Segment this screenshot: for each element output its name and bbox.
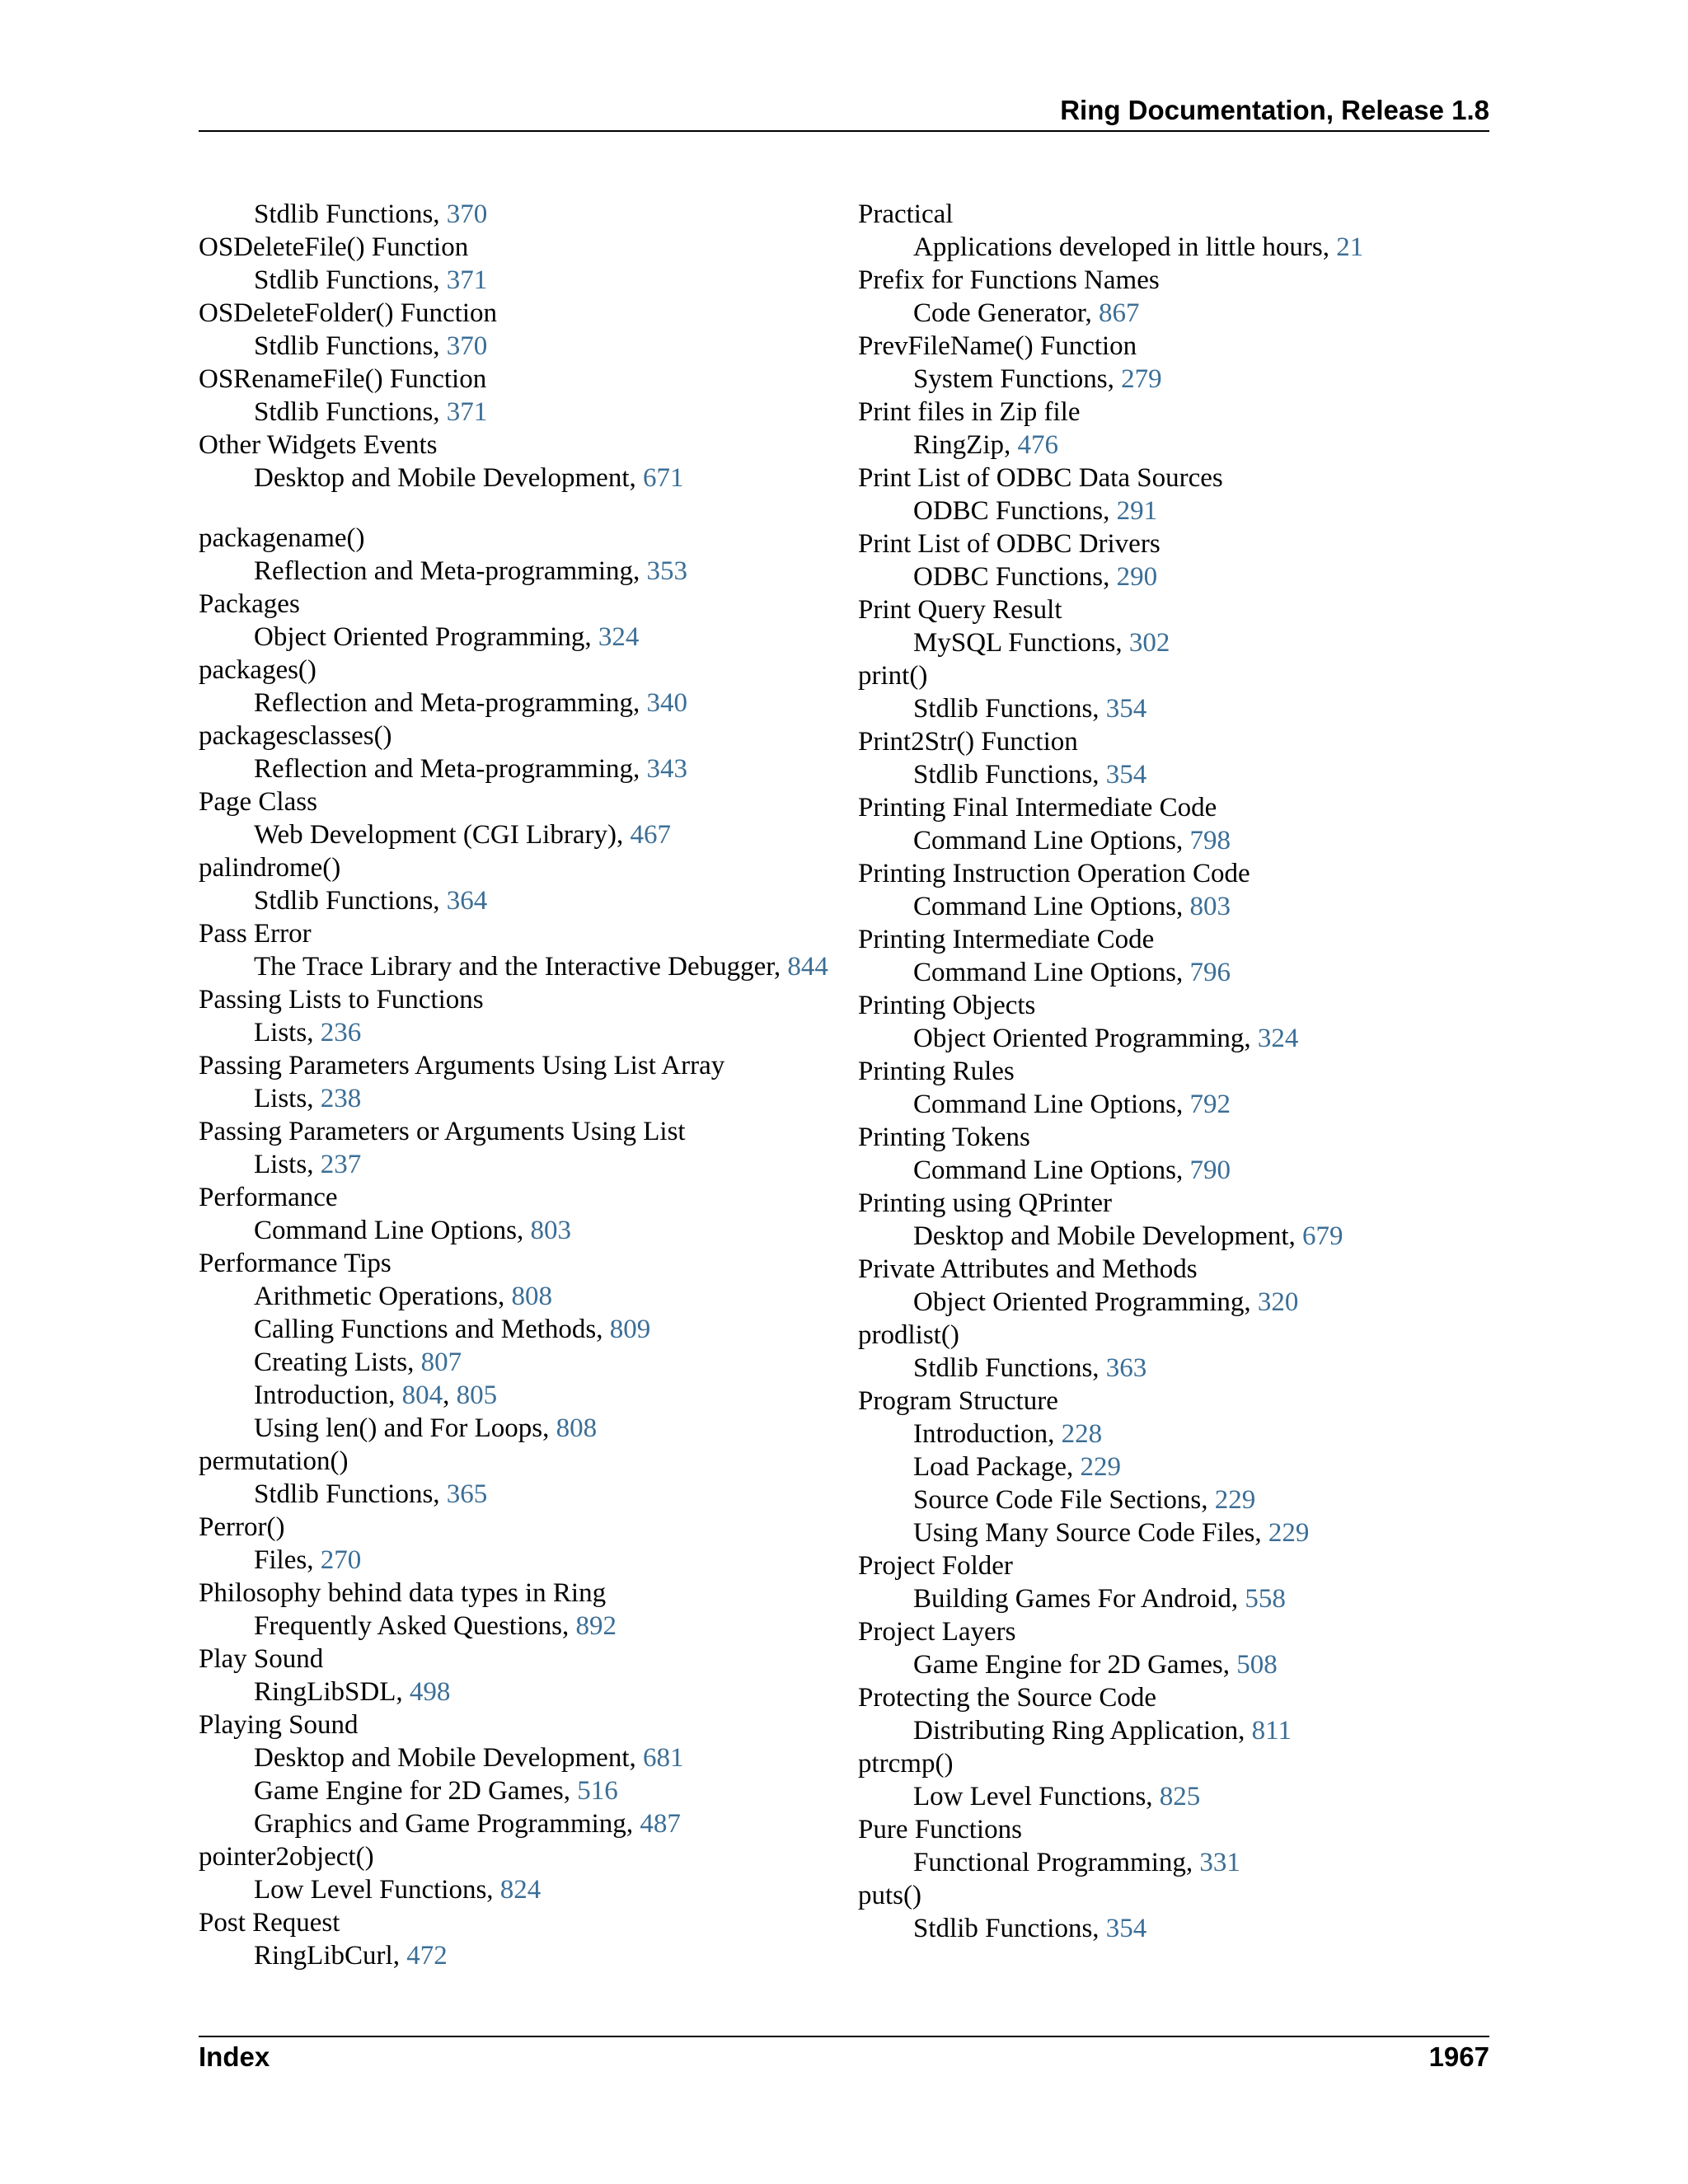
subentry-label: Stdlib Functions (254, 397, 434, 427)
page-reference-link[interactable]: 363 (1105, 1353, 1147, 1383)
index-term: Packages (199, 589, 300, 619)
index-subentry: Command Line Options, 803 (254, 1216, 571, 1245)
subentry-label: Stdlib Functions (254, 265, 434, 295)
page-reference-link[interactable]: 370 (446, 199, 488, 229)
index-term: Printing Intermediate Code (858, 925, 1155, 954)
index-subentry: Reflection and Meta-programming, 340 (254, 688, 688, 718)
subentry-label: Game Engine for 2D Games (254, 1776, 564, 1806)
subentry-label: ODBC Functions (913, 562, 1104, 592)
index-term: Performance (199, 1183, 338, 1212)
subentry-label: Lists (254, 1150, 307, 1179)
index-term: PrevFileName() Function (858, 331, 1137, 361)
index-term: Pass Error (199, 919, 312, 949)
index-term: Prefix for Functions Names (858, 265, 1160, 295)
index-subentry: Game Engine for 2D Games, 516 (254, 1776, 618, 1806)
page-reference-link[interactable]: 229 (1214, 1485, 1256, 1515)
index-term: Printing Tokens (858, 1122, 1030, 1152)
subentry-label: Stdlib Functions (254, 886, 434, 916)
subentry-label: Building Games For Android (913, 1584, 1231, 1614)
index-subentry: ODBC Functions, 291 (913, 496, 1158, 526)
page-reference-link[interactable]: 508 (1236, 1650, 1278, 1680)
page-reference-link[interactable]: 302 (1128, 628, 1170, 658)
index-term: packagename() (199, 523, 365, 553)
page-reference-link[interactable]: 825 (1159, 1782, 1201, 1811)
index-subentry: Calling Functions and Methods, 809 (254, 1315, 651, 1344)
index-subentry: Stdlib Functions, 371 (254, 397, 488, 427)
page-reference-link[interactable]: 796 (1189, 958, 1231, 987)
subentry-label: Stdlib Functions (913, 1914, 1093, 1943)
page-reference-link[interactable]: 792 (1189, 1090, 1231, 1119)
index-subentry: Distributing Ring Application, 811 (913, 1716, 1292, 1746)
index-subentry: Files, 270 (254, 1545, 362, 1575)
page-reference-link[interactable]: 354 (1105, 694, 1147, 724)
subentry-label: System Functions (913, 364, 1108, 394)
page-reference-link[interactable]: 803 (530, 1216, 571, 1245)
index-term: Passing Parameters or Arguments Using List (199, 1117, 686, 1146)
subentry-label: Command Line Options (254, 1216, 517, 1245)
page-reference-link[interactable]: 229 (1268, 1518, 1310, 1548)
index-subentry: Load Package, 229 (913, 1452, 1121, 1482)
index-term: Other Widgets Events (199, 430, 438, 460)
index-term: OSDeleteFile() Function (199, 232, 469, 262)
page-reference-link[interactable]: 354 (1105, 760, 1147, 790)
subentry-label: Graphics and Game Programming (254, 1809, 626, 1839)
index-subentry: Frequently Asked Questions, 892 (254, 1611, 617, 1641)
subentry-label: Source Code File Sections (913, 1485, 1202, 1515)
index-term: pointer2object() (199, 1842, 374, 1872)
page-reference-link[interactable]: 354 (1105, 1914, 1147, 1943)
index-subentry: Desktop and Mobile Development, 671 (254, 463, 684, 493)
subentry-label: Reflection and Meta-programming (254, 688, 634, 718)
index-term: Print files in Zip file (858, 397, 1081, 427)
subentry-label: Desktop and Mobile Development (254, 463, 630, 493)
index-subentry: Source Code File Sections, 229 (913, 1485, 1256, 1515)
page-reference-link[interactable]: 324 (1257, 1024, 1299, 1053)
page-reference-link[interactable]: 365 (446, 1479, 488, 1509)
subentry-label: Desktop and Mobile Development (913, 1221, 1289, 1251)
index-term: Printing Final Intermediate Code (858, 793, 1217, 823)
subentry-label: Object Oriented Programming (254, 622, 585, 652)
index-subentry: RingZip, 476 (913, 430, 1059, 460)
index-term: Printing using QPrinter (858, 1188, 1113, 1218)
subentry-label: Command Line Options (913, 826, 1176, 855)
page-reference-link[interactable]: 487 (640, 1809, 681, 1839)
index-subentry: Command Line Options, 798 (913, 826, 1231, 855)
index-subentry: Using len() and For Loops, 808 (254, 1413, 598, 1443)
page-reference-link[interactable]: 805 (456, 1380, 498, 1410)
index-subentry: Building Games For Android, 558 (913, 1584, 1286, 1614)
index-subentry: Stdlib Functions, 354 (913, 760, 1147, 790)
page-reference-link[interactable]: 467 (630, 820, 671, 850)
subentry-label: Using len() and For Loops (254, 1413, 543, 1443)
index-term: Print List of ODBC Data Sources (858, 463, 1223, 493)
subentry-label: Command Line Options (913, 1155, 1176, 1185)
subentry-label: Calling Functions and Methods (254, 1315, 597, 1344)
page-reference-link[interactable]: 807 (420, 1347, 462, 1377)
index-subentry: Applications developed in little hours, 21 (913, 232, 1364, 262)
index-term: Private Attributes and Methods (858, 1254, 1198, 1284)
index-term: Post Request (199, 1908, 340, 1938)
index-subentry: Command Line Options, 790 (913, 1155, 1231, 1185)
index-term: print() (858, 661, 928, 691)
letter-group-gap (199, 494, 874, 522)
index-term: packages() (199, 655, 316, 685)
index-subentry: Stdlib Functions, 365 (254, 1479, 488, 1509)
subentry-label: Game Engine for 2D Games (913, 1650, 1223, 1680)
index-term: Passing Lists to Functions (199, 985, 484, 1015)
index-subentry: Introduction, 804, 805 (254, 1380, 498, 1410)
page-reference-link[interactable]: 798 (1189, 826, 1231, 855)
subentry-label: Web Development (CGI Library) (254, 820, 617, 850)
index-subentry: Command Line Options, 803 (913, 892, 1231, 921)
subentry-label: Command Line Options (913, 1090, 1176, 1119)
subentry-label: Stdlib Functions (913, 760, 1093, 790)
index-subentry: Object Oriented Programming, 324 (913, 1024, 1299, 1053)
page-reference-link[interactable]: 804 (401, 1380, 443, 1410)
index-subentry: Game Engine for 2D Games, 508 (913, 1650, 1278, 1680)
page-reference-link[interactable]: 681 (643, 1743, 684, 1773)
subentry-label: Load Package (913, 1452, 1067, 1482)
index-subentry: ODBC Functions, 290 (913, 562, 1158, 592)
page-reference-link[interactable]: 237 (320, 1150, 362, 1179)
index-term: prodlist() (858, 1320, 959, 1350)
index-subentry: Command Line Options, 792 (913, 1090, 1231, 1119)
index-subentry: Arithmetic Operations, 808 (254, 1282, 553, 1311)
subentry-label: Reflection and Meta-programming (254, 556, 634, 586)
subentry-label: MySQL Functions (913, 628, 1116, 658)
page-reference-link[interactable]: 238 (320, 1084, 362, 1113)
index-term: Printing Rules (858, 1057, 1015, 1086)
page-reference-link[interactable]: 279 (1121, 364, 1162, 394)
subentry-label: Low Level Functions (913, 1782, 1146, 1811)
index-term: palindrome() (199, 853, 341, 883)
subentry-label: Distributing Ring Application (913, 1716, 1239, 1746)
page-reference-link[interactable]: 476 (1017, 430, 1059, 460)
page-reference-link[interactable]: 270 (320, 1545, 362, 1575)
subentry-label: Stdlib Functions (913, 694, 1093, 724)
page-reference-link[interactable]: 371 (446, 397, 488, 427)
index-term: Passing Parameters Arguments Using List Array (199, 1051, 725, 1080)
page-reference-link[interactable]: 803 (1189, 892, 1231, 921)
subentry-label: Lists (254, 1018, 307, 1047)
subentry-label: Stdlib Functions (913, 1353, 1093, 1383)
index-subentry: Low Level Functions, 824 (254, 1875, 542, 1905)
page-reference-link[interactable]: 808 (511, 1282, 553, 1311)
subentry-label: Files (254, 1545, 307, 1575)
subentry-label: Applications developed in little hours (913, 232, 1323, 262)
index-term: Play Sound (199, 1644, 324, 1674)
index-subentry: Reflection and Meta-programming, 353 (254, 556, 688, 586)
page-reference-link[interactable]: 824 (499, 1875, 542, 1905)
subentry-label: RingZip (913, 430, 1005, 460)
index-term: Page Class (199, 787, 317, 817)
index-subentry: Graphics and Game Programming, 487 (254, 1809, 681, 1839)
index-subentry: Reflection and Meta-programming, 343 (254, 754, 688, 784)
index-subentry: Web Development (CGI Library), 467 (254, 820, 671, 850)
index-subentry: Desktop and Mobile Development, 681 (254, 1743, 684, 1773)
subentry-label: Arithmetic Operations (254, 1282, 499, 1311)
index-subentry: RingLibCurl, 472 (254, 1941, 448, 1971)
index-term: Playing Sound (199, 1710, 359, 1740)
subentry-label: Creating Lists (254, 1347, 408, 1377)
page-reference-link[interactable]: 324 (598, 622, 640, 652)
page-reference-link[interactable]: 353 (646, 556, 688, 586)
subentry-label: Object Oriented Programming (913, 1024, 1245, 1053)
index-term: puts() (858, 1881, 921, 1910)
subentry-label: Stdlib Functions (254, 199, 434, 229)
index-term: Project Layers (858, 1617, 1016, 1647)
index-subentry: Stdlib Functions, 354 (913, 694, 1147, 724)
index-term: Practical (858, 199, 954, 229)
index-subentry: Stdlib Functions, 354 (913, 1914, 1147, 1943)
index-column-right (858, 198, 1534, 1945)
index-subentry: Stdlib Functions, 371 (254, 265, 488, 295)
index-term: Project Folder (858, 1551, 1013, 1581)
page-reference-link[interactable]: 671 (643, 463, 684, 493)
page-reference-link[interactable]: 370 (446, 331, 488, 361)
index-term: permutation() (199, 1446, 349, 1476)
index-subentry: Low Level Functions, 825 (913, 1782, 1201, 1811)
subentry-label: Stdlib Functions (254, 331, 434, 361)
subentry-label: Code Generator (913, 298, 1085, 328)
page-reference-link[interactable]: 228 (1061, 1419, 1103, 1449)
subentry-label: RingLibSDL (254, 1677, 396, 1707)
index-term: Philosophy behind data types in Ring (199, 1578, 607, 1608)
index-term: OSDeleteFolder() Function (199, 298, 498, 328)
subentry-label: Object Oriented Programming (913, 1287, 1245, 1317)
page-reference-link[interactable]: 331 (1199, 1848, 1240, 1877)
index-subentry: Using Many Source Code Files, 229 (913, 1518, 1310, 1548)
page-reference-link[interactable]: 236 (320, 1018, 362, 1047)
index-term: Printing Instruction Operation Code (858, 859, 1250, 888)
index-subentry: Command Line Options, 796 (913, 958, 1231, 987)
subentry-label: Lists (254, 1084, 307, 1113)
page-reference-link[interactable]: 808 (556, 1413, 598, 1443)
index-term: ptrcmp() (858, 1749, 954, 1779)
index-term: OSRenameFile() Function (199, 364, 487, 394)
subentry-label: The Trace Library and the Interactive Debugger (254, 952, 774, 982)
page-number: 1967 (1428, 2041, 1489, 2072)
index-subentry: Stdlib Functions, 370 (254, 331, 488, 361)
footer-section-label: Index (199, 2041, 270, 2072)
index-term: Performance Tips (199, 1249, 392, 1278)
running-header: Ring Documentation, Release 1.8 (1060, 95, 1489, 125)
index-subentry: Lists, 237 (254, 1150, 362, 1179)
index-subentry: Code Generator, 867 (913, 298, 1140, 328)
page-reference-link[interactable]: 340 (646, 688, 688, 718)
page-reference-link[interactable]: 21 (1336, 232, 1364, 262)
subentry-label: ODBC Functions (913, 496, 1104, 526)
page-reference-link[interactable]: 290 (1116, 562, 1158, 592)
subentry-label: RingLibCurl (254, 1941, 393, 1971)
index-subentry: System Functions, 279 (913, 364, 1162, 394)
page-reference-link[interactable]: 371 (446, 265, 488, 295)
subentry-label: Introduction (254, 1380, 389, 1410)
index-subentry: Functional Programming, 331 (913, 1848, 1240, 1877)
index-subentry: Lists, 236 (254, 1018, 362, 1047)
index-subentry: Stdlib Functions, 370 (254, 199, 488, 229)
subentry-label: Stdlib Functions (254, 1479, 434, 1509)
index-subentry: Stdlib Functions, 364 (254, 886, 488, 916)
page-reference-link[interactable]: 892 (575, 1611, 617, 1641)
page-reference-link[interactable]: 790 (1189, 1155, 1231, 1185)
page-reference-link[interactable]: 291 (1116, 496, 1158, 526)
page-reference-link[interactable]: 364 (446, 886, 488, 916)
page-reference-link[interactable]: 844 (787, 952, 828, 982)
index-term: packagesclasses() (199, 721, 392, 751)
index-term: Protecting the Source Code (858, 1683, 1157, 1713)
index-subentry: Creating Lists, 807 (254, 1347, 462, 1377)
page-reference-link[interactable]: 811 (1251, 1716, 1292, 1746)
page-reference-link[interactable]: 516 (577, 1776, 618, 1806)
page-reference-link[interactable]: 867 (1099, 298, 1140, 328)
index-subentry: The Trace Library and the Interactive Debugger, 844 (254, 952, 828, 982)
page-reference-link[interactable]: 320 (1257, 1287, 1299, 1317)
index-subentry: Object Oriented Programming, 324 (254, 622, 640, 652)
page-reference-link[interactable]: 229 (1080, 1452, 1121, 1482)
index-column-left (199, 198, 874, 1972)
subentry-label: Using Many Source Code Files (913, 1518, 1255, 1548)
subentry-label: Command Line Options (913, 958, 1176, 987)
index-term: Print List of ODBC Drivers (858, 529, 1160, 559)
index-term: Pure Functions (858, 1815, 1022, 1844)
index-subentry: MySQL Functions, 302 (913, 628, 1170, 658)
index-term: Print2Str() Function (858, 727, 1078, 757)
page-reference-link[interactable]: 343 (646, 754, 688, 784)
page-reference-link[interactable]: 498 (409, 1677, 451, 1707)
subentry-label: Reflection and Meta-programming (254, 754, 634, 784)
index-subentry: Lists, 238 (254, 1084, 362, 1113)
subentry-label: Desktop and Mobile Development (254, 1743, 630, 1773)
index-term: Program Structure (858, 1386, 1058, 1416)
subentry-label: Introduction (913, 1419, 1048, 1449)
index-subentry: Desktop and Mobile Development, 679 (913, 1221, 1343, 1251)
subentry-label: Functional Programming (913, 1848, 1186, 1877)
index-subentry: RingLibSDL, 498 (254, 1677, 451, 1707)
page-reference-link[interactable]: 809 (609, 1315, 651, 1344)
subentry-label: Command Line Options (913, 892, 1176, 921)
index-subentry: Introduction, 228 (913, 1419, 1103, 1449)
index-term: Perror() (199, 1512, 285, 1542)
index-term: Printing Objects (858, 991, 1036, 1020)
page-reference-link[interactable]: 558 (1245, 1584, 1286, 1614)
page-reference-link[interactable]: 679 (1302, 1221, 1343, 1251)
index-subentry: Object Oriented Programming, 320 (913, 1287, 1299, 1317)
subentry-label: Frequently Asked Questions (254, 1611, 562, 1641)
page-reference-link[interactable]: 472 (406, 1941, 448, 1971)
header-rule (199, 130, 1489, 132)
index-subentry: Stdlib Functions, 363 (913, 1353, 1147, 1383)
index-term: Print Query Result (858, 595, 1062, 625)
footer-rule (199, 2036, 1489, 2037)
subentry-label: Low Level Functions (254, 1875, 487, 1905)
